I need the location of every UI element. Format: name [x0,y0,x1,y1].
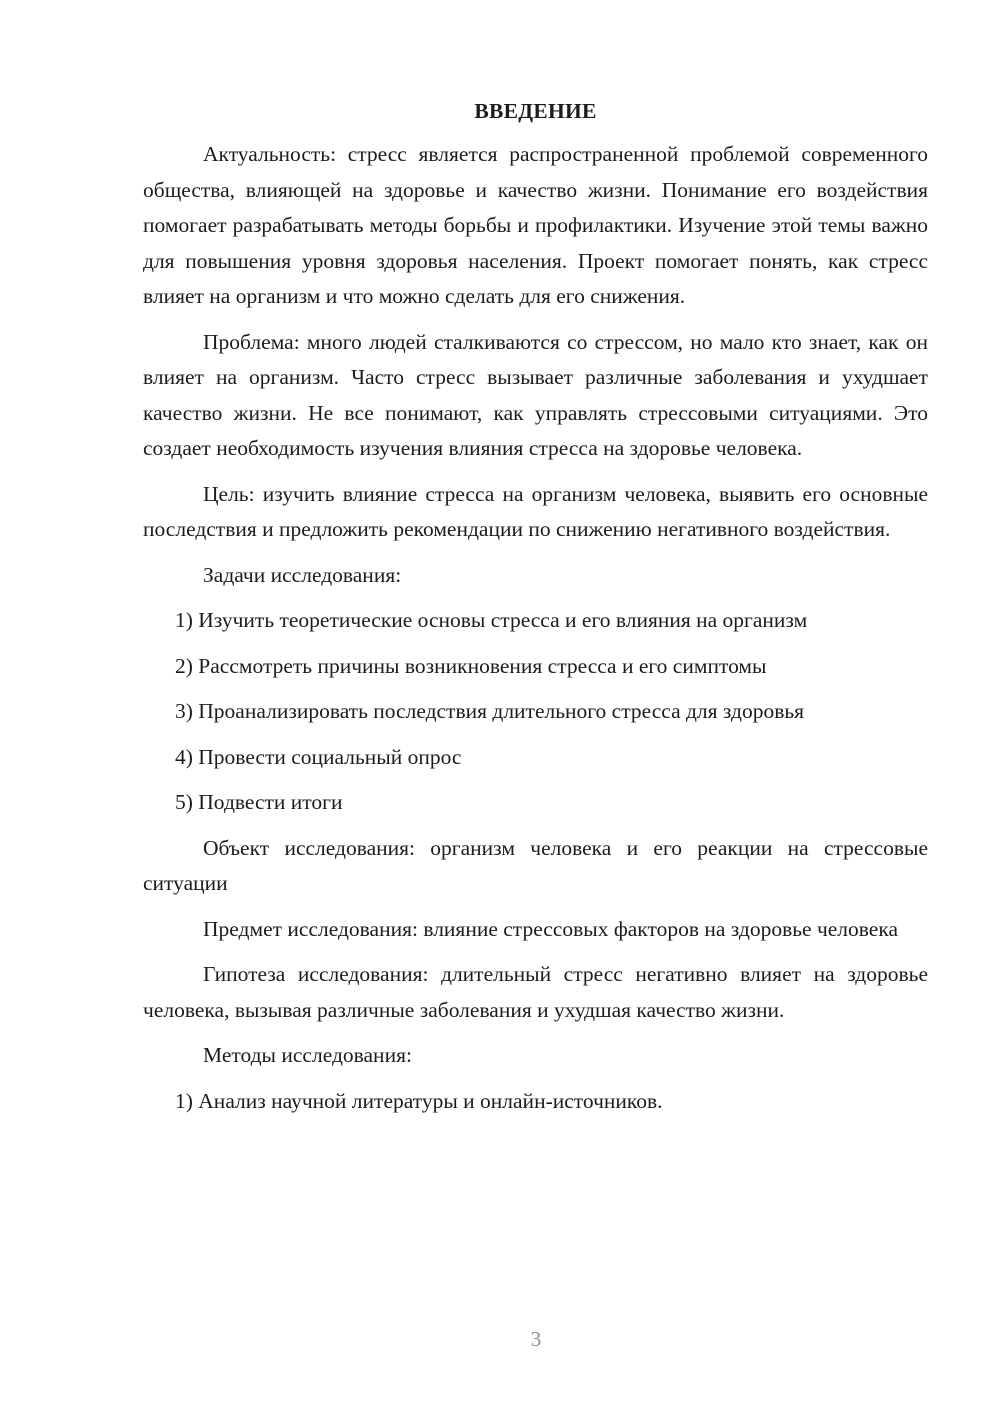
list-item: 2) Рассмотреть причины возникновения стресса и его симптомы [175,653,767,678]
relevance-paragraph: Актуальность: стресс является распространенной проблемой современного общества, влияющей на здоровье и качество жизни. Понимание его воздействия помогает разрабатывать методы борьбы и профилактики. Изучение этой темы важно для повышения уровня здоровья населения. Проект помогает понять, как стресс влияет на организм и что можно сделать для его снижения. [143,142,928,308]
hypothesis-paragraph: Гипотеза исследования: длительный стресс негативно влияет на здоровье человека, вызывая различные заболевания и ухудшая качество жизни. [143,962,928,1022]
page-title: ВВЕДЕНИЕ [474,99,597,123]
subject-paragraph: Предмет исследования: влияние стрессовых факторов на здоровье человека [203,916,899,941]
methods-list [143,1084,928,1120]
problem-paragraph: Проблема: много людей сталкиваются со стрессом, но мало кто знает, как он влияет на организм. Часто стресс вызывает различные заболевания и ухудшает качество жизни. Не все понимают, как управлять стрессовыми ситуациями. Это создает необходимость изучения влияния стресса на здоровье человека. [143,329,928,460]
tasks-list [143,603,928,821]
document-page [143,95,928,1129]
list-item: 1) Изучить теоретические основы стресса и его влияния на организм [175,608,808,632]
list-item: 3) Проанализировать последствия длительного стресса для здоровья [175,699,805,723]
object-paragraph: Объект исследования: организм человека и его реакции на стрессовые ситуации [143,835,928,895]
list-item: 4) Провести социальный опрос [175,744,462,769]
page-number: 3 [530,1327,542,1351]
methods-heading: Методы исследования: [203,1043,412,1067]
goal-paragraph: Цель: изучить влияние стресса на организм человека, выявить его основные последствия и предложить рекомендации по снижению негативного воздействия. [143,481,928,541]
list-item: 1) Анализ научной литературы и онлайн-источников. [175,1088,663,1113]
tasks-heading: Задачи исследования: [203,562,402,587]
list-item: 5) Подвести итоги [175,790,343,814]
